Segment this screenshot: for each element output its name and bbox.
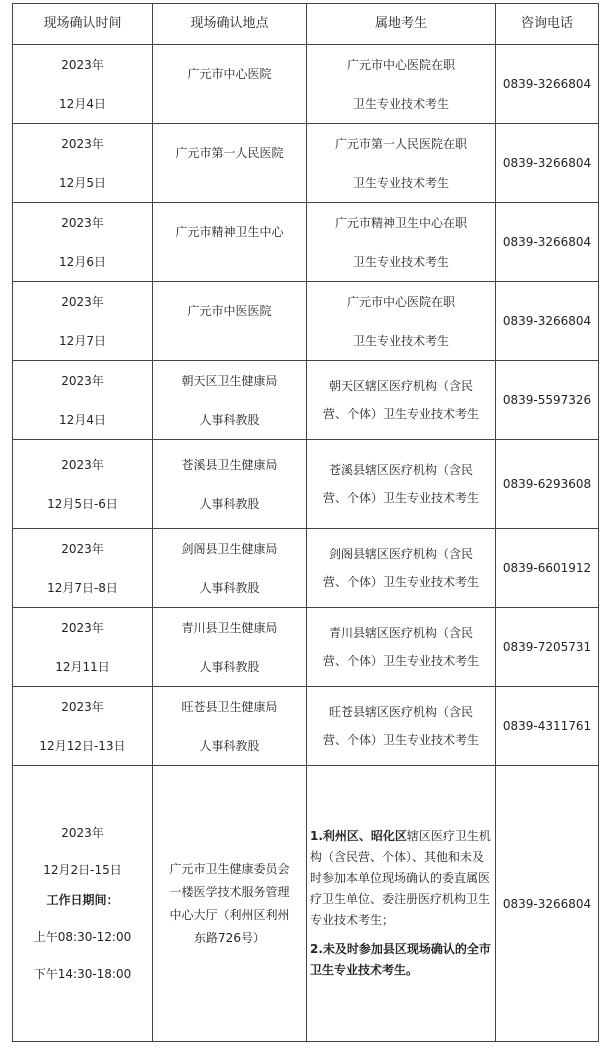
examinees-line: 营、个体）卫生专业技术考生 [322,575,479,589]
examinees-line: 青川县辖区医疗机构（含民 [328,626,473,640]
examinees-line: 广元市第一人民医院在职 [334,136,467,151]
header-examinees: 属地考生 [307,4,496,45]
examinees-line: 营、个体）卫生专业技术考生 [322,733,479,747]
date-cell [13,687,153,766]
location-cell [153,608,307,687]
date-year: 2023年 [61,57,104,72]
table-row [13,282,599,361]
examinees-cell [307,766,496,1042]
phone-cell: 0839-3266804 [496,282,599,361]
date-year: 2023年 [61,826,104,840]
examinees-cell [307,45,496,124]
location-line: 一楼医学技术服务管理 [169,884,290,899]
examinees-line: 卫生专业技术考生 [352,254,449,269]
phone-cell: 0839-7205731 [496,608,599,687]
location-line: 苍溪县卫生健康局 [181,457,278,472]
location-line: 人事科教股 [199,659,260,674]
table-row [13,608,599,687]
location-line: 东路726号） [194,930,265,945]
examinees-cell [307,203,496,282]
date-cell [13,361,153,440]
location-line: 广元市第一人民医院 [175,146,284,160]
location-line: 广元市中心医院 [187,67,272,81]
table-row [13,45,599,124]
examinees-line: 广元市精神卫生中心在职 [334,215,467,230]
location-cell [153,529,307,608]
location-cell [153,282,307,361]
examinees-cell [307,361,496,440]
table-row [13,440,599,529]
date-cell [13,529,153,608]
phone-cell: 0839-3266804 [496,124,599,203]
examinees-line: 朝天区辖区医疗机构（含民 [328,379,473,393]
date-year: 2023年 [61,699,104,714]
header-phone: 咨询电话 [496,4,599,45]
date-day: 12月11日 [55,659,110,674]
examinees-line: 卫生专业技术考生 [352,175,449,190]
location-line: 人事科教股 [199,580,260,595]
table-row [13,529,599,608]
date-year: 2023年 [61,620,104,635]
examinees-cell [307,529,496,608]
location-line: 广元市中医医院 [187,304,272,318]
examinees-cell [307,282,496,361]
afternoon-hours: 下午14:30-18:00 [33,967,132,981]
date-day: 12月5日-6日 [47,496,118,511]
date-cell [13,124,153,203]
table-row [13,124,599,203]
location-cell [153,440,307,529]
location-cell [153,124,307,203]
location-line: 人事科教股 [199,496,260,511]
examinees-line: 营、个体）卫生专业技术考生 [322,654,479,668]
date-cell [13,203,153,282]
header-time: 现场确认时间 [13,4,153,45]
examinees-line: 卫生专业技术考生 [352,96,449,111]
date-day: 12月4日 [59,412,106,427]
location-line: 广元市卫生健康委员会 [169,861,290,876]
examinees-line: 营、个体）卫生专业技术考生 [322,491,479,505]
item-2: 2.未及时参加县区现场确认的全市卫生专业技术考生。 [310,942,491,977]
date-year: 2023年 [61,541,104,556]
phone-cell: 0839-6601912 [496,529,599,608]
phone-cell: 0839-3266804 [496,45,599,124]
phone-cell: 0839-3266804 [496,766,599,1042]
date-cell [13,45,153,124]
date-day: 12月4日 [59,96,106,111]
examinees-line: 营、个体）卫生专业技术考生 [322,407,479,421]
examinees-line: 广元市中心医院在职 [346,57,455,72]
examinees-line: 广元市中心医院在职 [346,294,455,309]
location-line: 中心大厅（利州区利州 [169,907,290,922]
examinees-line: 卫生专业技术考生 [352,333,449,348]
date-cell [13,440,153,529]
location-line: 人事科教股 [199,412,260,427]
date-day: 12月5日 [59,175,106,190]
location-line: 人事科教股 [199,738,260,753]
working-hours-label: 工作日期间： [46,893,119,907]
location-cell [153,766,307,1042]
date-day: 12月12日-13日 [39,738,126,753]
phone-cell: 0839-6293608 [496,440,599,529]
table-row [13,687,599,766]
location-cell [153,203,307,282]
morning-hours: 上午08:30-12:00 [33,930,132,944]
date-cell [13,766,153,1042]
date-day: 12月7日-8日 [47,580,118,595]
date-year: 2023年 [61,215,104,230]
confirmation-schedule-table [12,3,599,1042]
location-line: 青川县卫生健康局 [181,620,278,635]
item-1-text: 辖区医疗卫生机构（含民营、个体）、其他和未及时参加本单位现场确认的委直属医疗卫生单位、委注册医疗机构卫生专业技术考生； [310,829,491,927]
location-cell [153,687,307,766]
date-cell [13,608,153,687]
examinees-cell [307,687,496,766]
location-cell [153,45,307,124]
location-line: 旺苍县卫生健康局 [181,699,278,714]
phone-cell: 0839-3266804 [496,203,599,282]
item-1-districts: 1.利州区、昭化区 [310,829,407,843]
location-line: 朝天区卫生健康局 [181,373,278,388]
location-line: 剑阁县卫生健康局 [181,541,278,556]
header-location: 现场确认地点 [153,4,307,45]
phone-cell: 0839-4311761 [496,687,599,766]
examinees-line: 剑阁县辖区医疗机构（含民 [328,547,473,561]
item-1 [310,826,492,931]
examinees-cell [307,440,496,529]
date-year: 2023年 [61,136,104,151]
examinees-line: 旺苍县辖区医疗机构（含民 [328,705,473,719]
date-cell [13,282,153,361]
date-day: 12月6日 [59,254,106,269]
examinees-cell [307,608,496,687]
date-year: 2023年 [61,373,104,388]
examinees-cell [307,124,496,203]
location-line: 广元市精神卫生中心 [175,225,284,239]
date-year: 2023年 [61,457,104,472]
date-day: 12月7日 [59,333,106,348]
table-row [13,361,599,440]
table-header-row [13,4,599,45]
date-year: 2023年 [61,294,104,309]
phone-cell: 0839-5597326 [496,361,599,440]
examinees-line: 苍溪县辖区医疗机构（含民 [328,463,473,477]
location-cell [153,361,307,440]
table-row [13,203,599,282]
table-row-general [13,766,599,1042]
date-day: 12月2日-15日 [43,863,122,877]
